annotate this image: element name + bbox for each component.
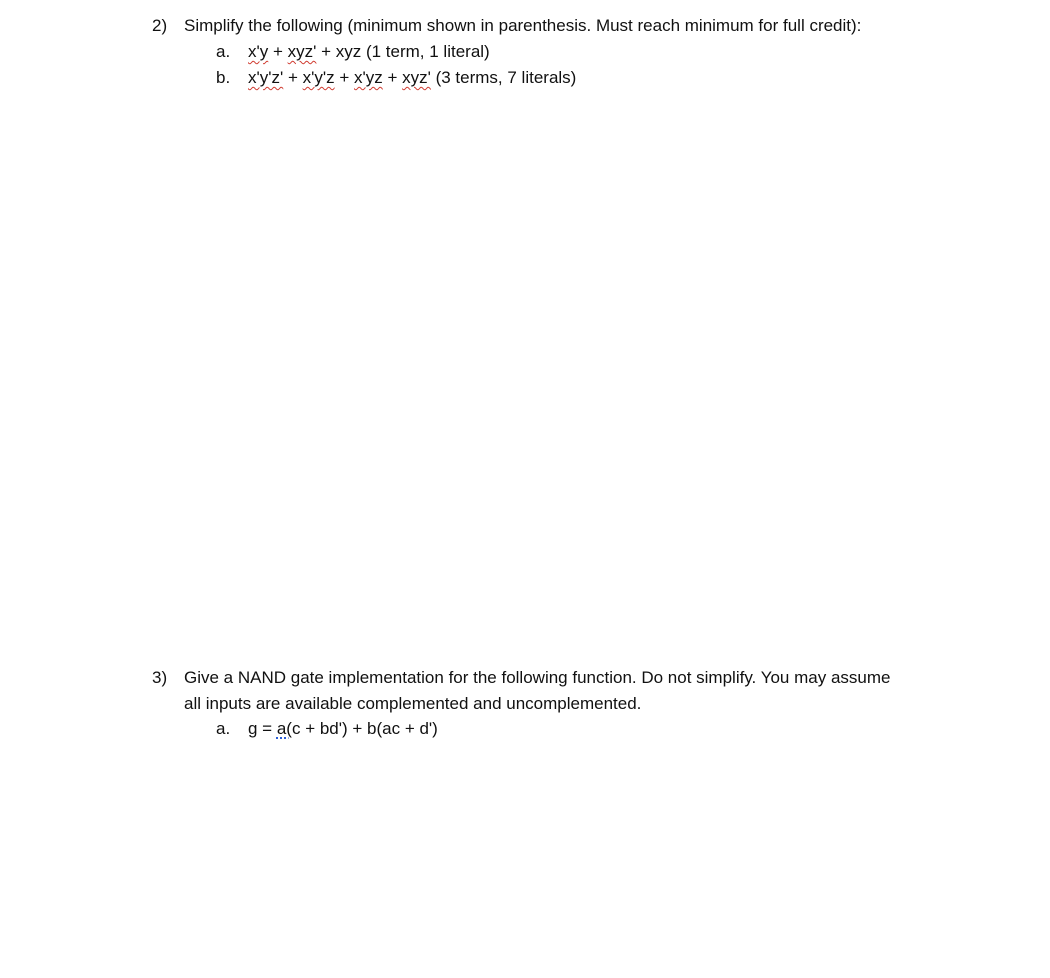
problem-3-prompt-line-1: Give a NAND gate implementation for the following function. Do not simplify. You may assume [184,668,891,687]
term-x-prime-y: x'y [248,42,269,61]
problem-3-prompt-line-2: all inputs are available complemented and uncomplemented. [184,694,642,713]
problem-2b-expression: x'y'z' + x'y'z + x'yz + xyz' (3 terms, 7 literals) [248,68,577,87]
problem-3a-rest: c + bd') + b(ac + d') [291,719,438,738]
problem-2-prompt: Simplify the following (minimum shown in parenthesis. Must reach minimum for full credit): [184,16,862,35]
problem-3-number: 3) [152,668,168,687]
term-xyz-prime: xyz' [287,42,317,61]
problem-3a-expression: g = a(c + bd') + b(ac + d') [248,719,438,738]
problem-2-number: 2) [152,16,168,35]
problem-2a-label: a. [216,42,231,61]
problem-2b-label: b. [216,68,231,87]
term-2: x'y'z [302,68,335,87]
problem-2a-expression: x'y + xyz' + xyz (1 term, 1 literal) [248,42,490,61]
problem-2a-rest: + xyz (1 term, 1 literal) [316,42,490,61]
problem-2b-rest: (3 terms, 7 literals) [430,68,577,87]
problem-3a-label: a. [216,719,231,738]
term-3: x'yz [354,68,383,87]
grammar-marked-text: a( [276,719,292,738]
term-1: x'y'z' [248,68,284,87]
term-4: xyz' [402,68,431,87]
